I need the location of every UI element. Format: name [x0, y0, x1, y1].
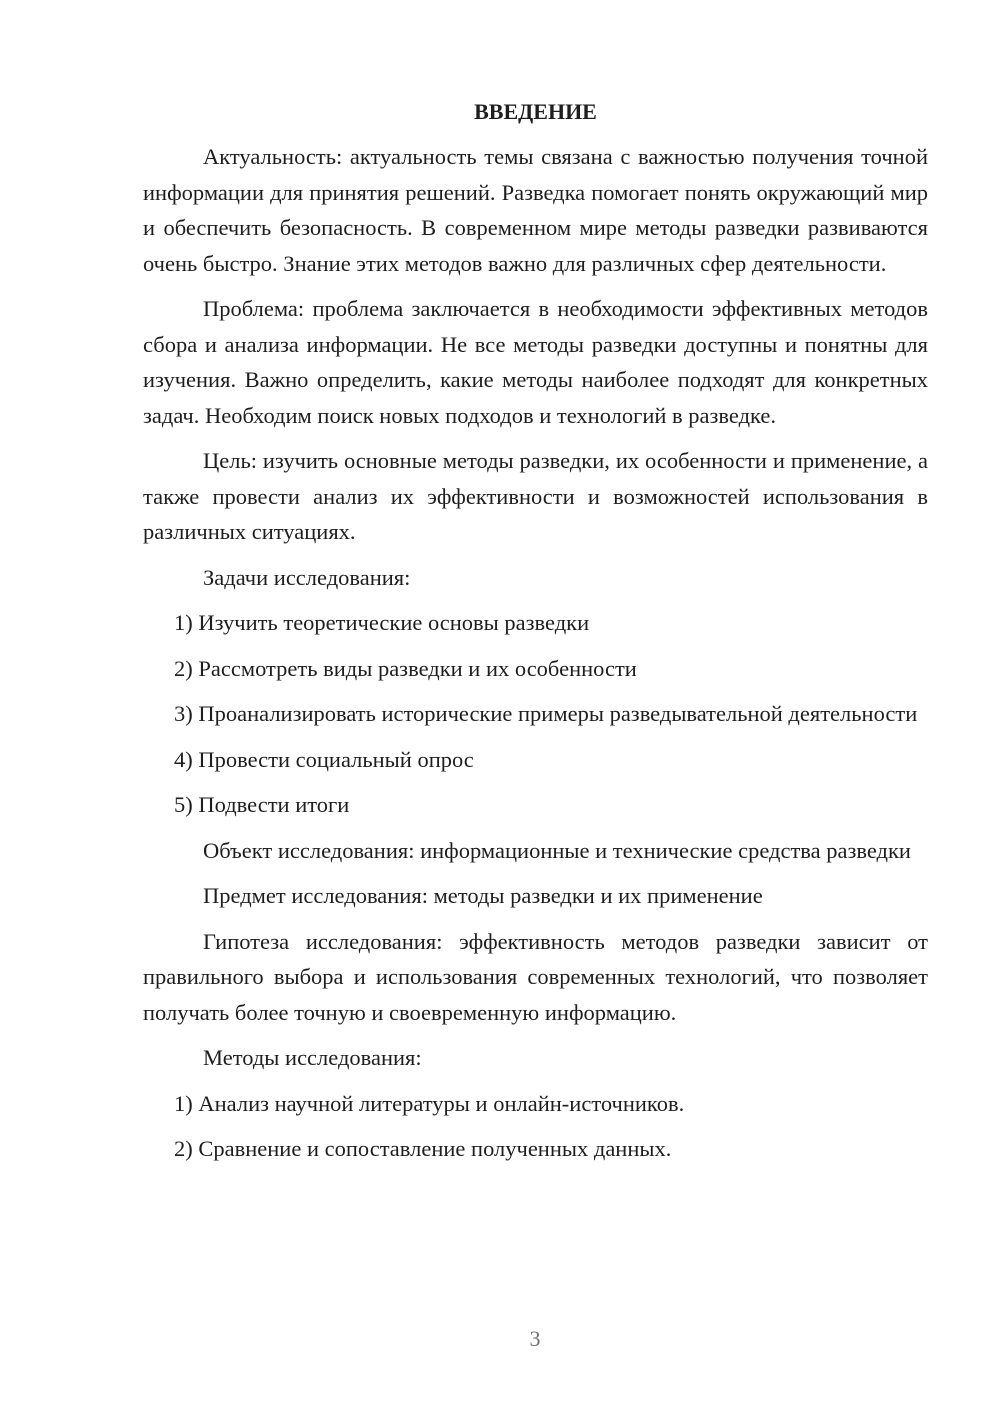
task-item: 1) Изучить теоретические основы разведки — [174, 610, 590, 635]
subject-paragraph: Предмет исследования: методы разведки и их применение — [203, 883, 763, 908]
method-item: 1) Анализ научной литературы и онлайн-источников. — [174, 1090, 685, 1116]
page-content — [143, 94, 928, 1177]
object-paragraph: Объект исследования: информационные и технические средства разведки — [203, 837, 911, 863]
tasks-heading: Задачи исследования: — [203, 564, 411, 590]
methods-heading: Методы исследования: — [203, 1045, 422, 1070]
problem-paragraph: Проблема: проблема заключается в необходимости эффективных методов сбора и анализа информации. Не все методы разведки доступны и понятны для изучения. Важно определить, какие методы наиболее подходят для конкретных задач. Необходим поиск новых подходов и технологий в разведке. — [143, 296, 928, 428]
section-title: ВВЕДЕНИЕ — [474, 99, 597, 124]
method-item: 2) Сравнение и сопоставление полученных данных. — [174, 1136, 672, 1161]
task-item: 2) Рассмотреть виды разведки и их особенности — [174, 655, 637, 681]
hypothesis-paragraph: Гипотеза исследования: эффективность методов разведки зависит от правильного выбора и использования современных технологий, что позволяет получать более точную и своевременную информацию. — [143, 928, 928, 1025]
task-item: 3) Проанализировать исторические примеры разведывательной деятельности — [174, 701, 918, 726]
page-number: 3 — [529, 1326, 541, 1351]
goal-paragraph: Цель: изучить основные методы разведки, их особенности и применение, а также провести анализ их эффективности и возможностей использования в различных ситуациях. — [143, 448, 928, 544]
task-item: 4) Провести социальный опрос — [174, 746, 474, 772]
relevance-paragraph: Актуальность: актуальность темы связана с важностью получения точной информации для принятия решений. Разведка помогает понять окружающий мир и обеспечить безопасность. В современном мире методы разведки развиваются очень быстро. Знание этих методов важно для различных сфер деятельности. — [143, 144, 928, 276]
task-item: 5) Подвести итоги — [174, 792, 350, 817]
